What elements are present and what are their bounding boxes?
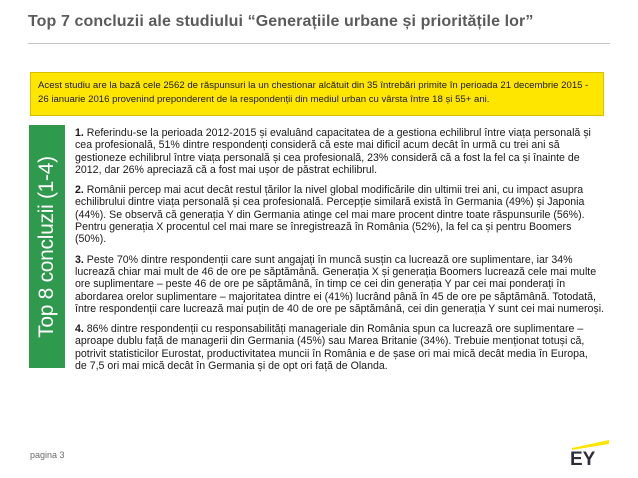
conclusion-text: Referindu-se la perioada 2012-2015 și evaluând capacitatea de a gestiona echilibrul între viața personală și: [83, 127, 591, 139]
conclusion-line: [75, 254, 605, 266]
conclusion-line: lucrează chiar mai mult de 46 de ore pe săptămână. Generația X și generația Boomers lucrează cele mai multe: [75, 265, 597, 278]
conclusions-list: [75, 127, 605, 380]
intro-line: 26 ianuarie 2016 provenind preponderent de la respondenții din mediul urban cu vârsta între 18 și 55+ ani.: [38, 93, 490, 105]
conclusion-text: 86% dintre respondenții cu responsabilități manageriale din România spun ca lucrează ore suplimentare –: [83, 323, 584, 336]
conclusion-item: [75, 184, 605, 245]
title-divider: [28, 43, 610, 44]
conclusion-item: [75, 323, 605, 372]
conclusion-text: Peste 70% dintre respondenții care sunt angajați în muncă susțin ca lucrează ore suplimentare, iar 34%: [83, 253, 573, 266]
conclusion-number: 3.: [75, 253, 84, 266]
conclusion-line: cea profesională, 51% dintre respondenți consideră că este mai dificil acum decât în urmă cu trei ani să: [75, 139, 560, 152]
conclusion-line: abordarea orelor suplimentare – majoritatea dintre ei (41%) lucrând până în 45 de ore pe săptămână. Totodată,: [75, 290, 596, 303]
conclusion-line: între respondenții care lucrează mai puțin de 40 de ore pe săptămână, cei din generația Y sunt cei mai numeroși.: [75, 302, 605, 315]
conclusion-line: gestioneze echilibrul între viața personală și cea profesională, 23% consideră că a fost la fel ca și înainte de: [75, 151, 580, 164]
conclusion-text: Românii percep mai acut decât restul țărilor la nivel global modificările din ultimii trei ani, cu impact asupra: [83, 184, 584, 197]
conclusion-line: echilibrului dintre viața personală și cea profesională. Percepție similară există în Germania (49%) și Japonia: [75, 196, 585, 209]
conclusion-item: [75, 254, 605, 315]
ey-logo: [569, 440, 609, 466]
conclusion-line: Pentru generația X procentul cel mai mare se înregistrează în România (52%), la fel ca și pentru Boomers: [75, 221, 572, 234]
conclusion-line: [75, 323, 605, 335]
sidebar-label: Top 8 concluzii (1-4): [35, 155, 58, 338]
conclusion-line: de 7,5 ori mai mică decât în Germania și de opt ori față de Olanda.: [75, 360, 388, 373]
conclusion-number: 2.: [75, 184, 84, 197]
conclusion-line: [75, 127, 605, 139]
conclusion-line: (50%).: [75, 233, 107, 246]
conclusion-line: (44%). Se observă că generația Y din Germania atinge cel mai mare procent dintre toate răspunsurile (56%).: [75, 208, 585, 221]
conclusion-line: ore suplimentare – peste 46 de ore pe săptămână, în timp ce cei din generația Y par cei mai ponderați în: [75, 278, 566, 291]
sidebar-banner: [29, 125, 65, 368]
logo-text: EY: [570, 449, 596, 466]
conclusion-line: [75, 184, 605, 196]
conclusion-number: 4.: [75, 323, 84, 336]
conclusion-line: aproape dublu față de managerii din Germania (45%) sau Marea Britanie (34%). Trebuie menționat totuși că,: [75, 335, 585, 348]
slide-title: Top 7 concluzii ale studiului “Generațiile urbane și prioritățile lor”: [28, 13, 534, 30]
conclusion-line: potrivit statisticilor Eurostat, productivitatea muncii în România e de șase ori mai mică decât media în Europa,: [75, 347, 588, 360]
intro-line: Acest studiu are la bază cele 2562 de răspunsuri la un chestionar alcătuit din 35 întrebări primite în perioada 21 decembrie 2015 -: [38, 80, 589, 91]
conclusion-item: [75, 127, 605, 176]
page-number: pagina 3: [30, 450, 65, 460]
intro-box: [30, 72, 604, 116]
conclusion-number: 1.: [75, 127, 84, 139]
conclusion-line: 2012, dar 26% apreciază că a fost mai ușor de păstrat echilibrul.: [75, 163, 378, 176]
